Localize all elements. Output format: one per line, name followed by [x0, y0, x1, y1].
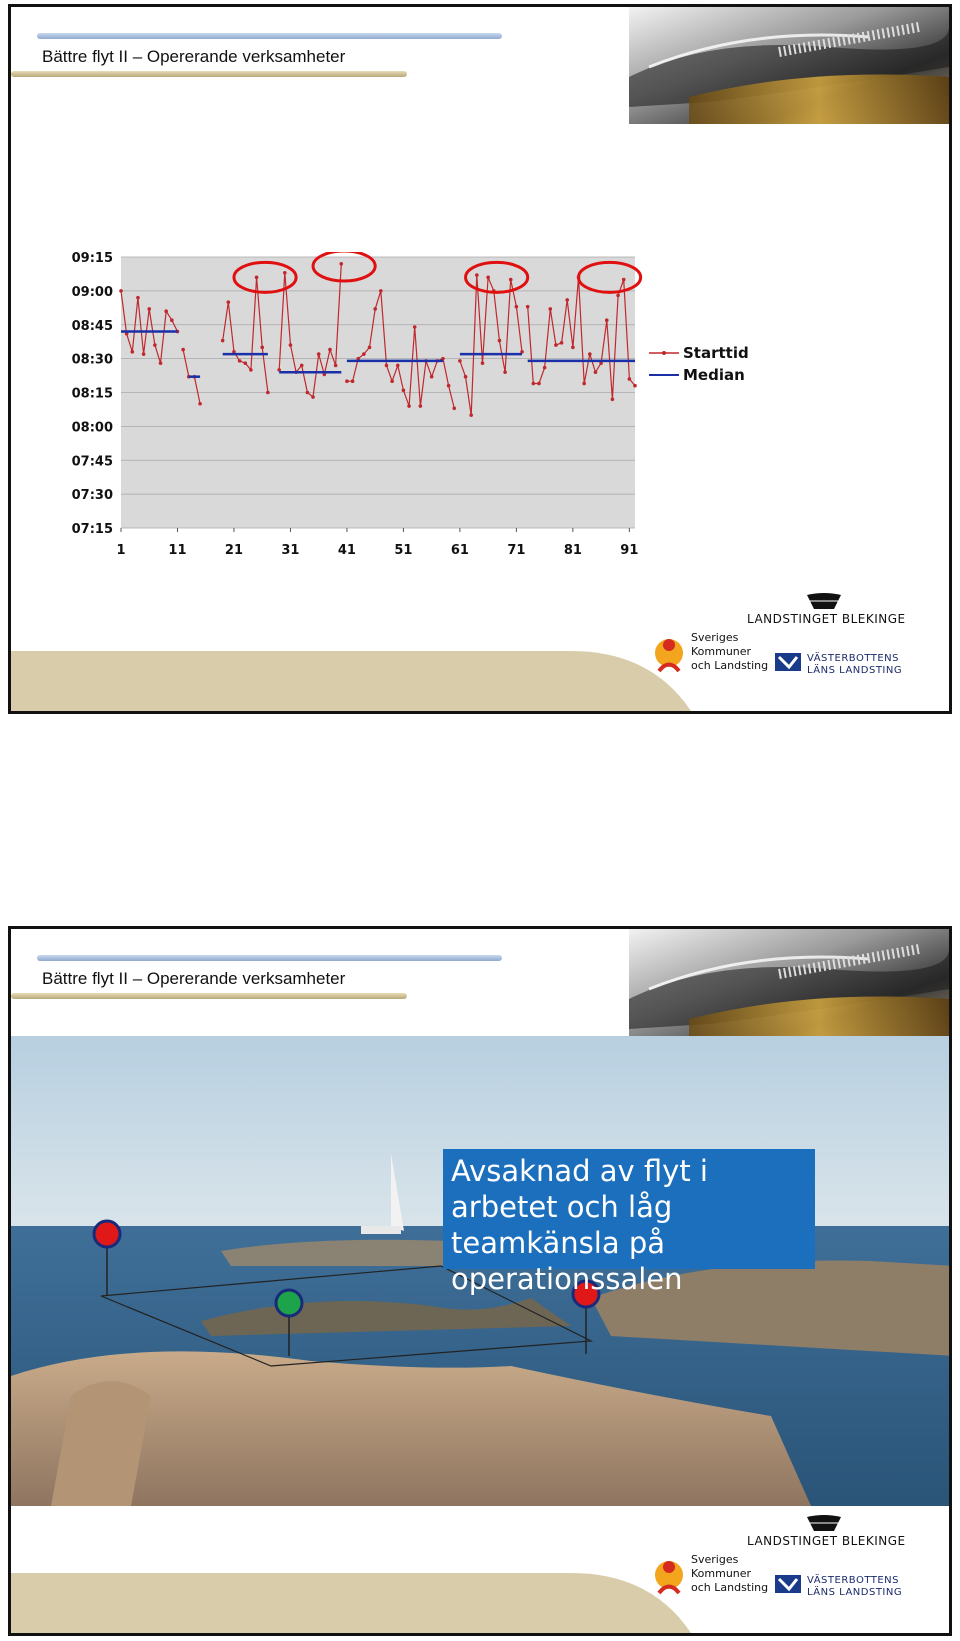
x-tick-label: 1	[116, 543, 126, 558]
starttid-point	[464, 375, 468, 379]
starttid-point	[249, 368, 253, 372]
footer-logos	[649, 593, 939, 693]
vll-line-2: LÄNS LANDSTING	[807, 665, 903, 676]
starttid-point	[345, 379, 349, 383]
starttid-point	[447, 384, 451, 388]
y-tick-label: 07:30	[71, 488, 113, 504]
starttid-point	[311, 395, 315, 399]
starttid-point	[515, 305, 519, 309]
vll-logo	[775, 651, 902, 676]
starttid-point	[136, 296, 140, 300]
skl-line-1: Sveriges	[691, 631, 739, 644]
starttid-point	[243, 361, 247, 365]
callout-line: teamkänsla på	[451, 1226, 666, 1260]
starttid-point	[548, 307, 552, 311]
x-tick-label: 41	[337, 543, 356, 558]
starttid-point	[571, 346, 575, 350]
header-accent-bar	[37, 33, 502, 39]
starttid-point	[532, 382, 536, 386]
legend	[649, 344, 749, 384]
starttid-point	[616, 294, 620, 298]
starttid-point	[170, 318, 174, 322]
landstinget-blekinge-logo	[747, 1515, 906, 1548]
starttid-point	[402, 388, 406, 392]
starttid-point	[221, 339, 225, 343]
header-accent-bar	[37, 955, 502, 961]
starttid-point	[283, 271, 287, 275]
vll-line-1: VÄSTERBOTTENS	[807, 1575, 900, 1586]
x-tick-label: 91	[620, 543, 639, 558]
starttid-point	[419, 404, 423, 408]
starttid-point	[413, 325, 417, 329]
starttid-point	[130, 350, 134, 354]
starttid-point	[368, 346, 372, 350]
green-person-marker	[276, 1290, 302, 1316]
starttid-point	[362, 352, 366, 356]
skl-line-2: Kommuner	[691, 1567, 752, 1580]
y-tick-label: 08:15	[71, 386, 113, 402]
header-photo	[629, 7, 949, 124]
starttid-point	[475, 273, 479, 277]
starttid-point	[537, 382, 541, 386]
starttid-point	[582, 382, 586, 386]
legend-starttid-marker	[662, 351, 666, 355]
starttid-point	[481, 361, 485, 365]
header-underline-bar	[11, 993, 407, 999]
starttid-point	[543, 366, 547, 370]
x-tick-label: 61	[450, 543, 469, 558]
starttid-point	[503, 370, 507, 374]
starttid-point	[142, 352, 146, 356]
y-tick-label: 08:00	[71, 420, 113, 436]
starttid-point	[628, 377, 632, 381]
starttid-point	[119, 289, 123, 293]
starttid-point	[469, 413, 473, 417]
slide-chart	[8, 4, 952, 714]
starttid-point	[430, 375, 434, 379]
starttid-point	[379, 289, 383, 293]
starttid-point	[594, 370, 598, 374]
landstinget-label: LANDSTINGET BLEKINGE	[747, 1534, 906, 1548]
starttid-point	[289, 343, 293, 347]
legend-median-label: Median	[683, 366, 745, 384]
red-person-marker	[94, 1221, 120, 1247]
header-underline-bar	[11, 71, 407, 77]
callout-text	[451, 1153, 851, 1297]
callout-line: operationssalen	[451, 1262, 683, 1296]
starttid-point	[560, 341, 564, 345]
header-photo	[629, 929, 949, 1046]
starttid-point	[526, 305, 530, 309]
x-tick-label: 31	[281, 543, 300, 558]
slide-photo	[8, 926, 952, 1636]
skl-line-3: och Landsting	[691, 659, 769, 672]
starttid-point	[198, 402, 202, 406]
starttid-point	[260, 346, 264, 350]
starttid-point	[633, 384, 637, 388]
y-tick-label: 07:15	[71, 522, 113, 537]
skl-line-3: och Landsting	[691, 1581, 769, 1594]
skl-logo	[655, 631, 768, 672]
skl-line-2: Kommuner	[691, 645, 752, 658]
starttid-point	[339, 262, 343, 266]
starttid-point	[255, 276, 259, 280]
starttid-point	[306, 391, 310, 395]
skl-logo	[655, 1553, 768, 1594]
vll-logo	[775, 1573, 902, 1598]
x-tick-label: 71	[507, 543, 526, 558]
starttid-point	[300, 364, 304, 368]
starttid-point	[452, 407, 456, 411]
starttid-point	[266, 391, 270, 395]
starttid-point	[509, 278, 513, 282]
starttid-chart	[51, 252, 791, 582]
legend-starttid-label: Starttid	[683, 344, 749, 362]
y-tick-label: 08:45	[71, 318, 113, 334]
callout-line: arbetet och låg	[451, 1190, 673, 1224]
starttid-point	[588, 352, 592, 356]
starttid-point	[351, 379, 355, 383]
y-tick-label: 07:45	[71, 454, 113, 470]
starttid-point	[181, 348, 185, 352]
starttid-point	[498, 339, 502, 343]
callout-line: Avsaknad av flyt i	[451, 1154, 708, 1188]
landstinget-label: LANDSTINGET BLEKINGE	[747, 612, 906, 626]
starttid-point	[554, 343, 558, 347]
starttid-point	[147, 307, 151, 311]
vll-line-2: LÄNS LANDSTING	[807, 1587, 903, 1598]
y-tick-label: 08:30	[71, 352, 113, 368]
slide-title: Bättre flyt II – Opererande verksamheter	[42, 47, 346, 66]
x-tick-label: 81	[563, 543, 582, 558]
starttid-point	[373, 307, 377, 311]
starttid-point	[611, 397, 615, 401]
starttid-point	[390, 379, 394, 383]
starttid-point	[334, 364, 338, 368]
starttid-point	[407, 404, 411, 408]
starttid-point	[486, 276, 490, 280]
starttid-point	[605, 318, 609, 322]
skl-line-1: Sveriges	[691, 1553, 739, 1566]
vll-line-1: VÄSTERBOTTENS	[807, 653, 900, 664]
starttid-point	[328, 348, 332, 352]
starttid-point	[458, 359, 462, 363]
y-tick-label: 09:00	[71, 284, 113, 300]
starttid-point	[153, 343, 157, 347]
starttid-point	[317, 352, 321, 356]
x-tick-label: 51	[394, 543, 413, 558]
y-tick-label: 09:15	[71, 252, 113, 266]
footer-logos	[649, 1515, 939, 1615]
starttid-point	[164, 309, 168, 313]
starttid-point	[385, 364, 389, 368]
starttid-point	[622, 278, 626, 282]
starttid-point	[159, 361, 163, 365]
starttid-point	[238, 359, 242, 363]
x-tick-label: 11	[168, 543, 187, 558]
x-tick-label: 21	[224, 543, 244, 558]
starttid-point	[396, 364, 400, 368]
starttid-point	[565, 298, 569, 302]
slide-title: Bättre flyt II – Opererande verksamheter	[42, 969, 346, 988]
landstinget-blekinge-logo	[747, 593, 906, 626]
starttid-point	[227, 300, 231, 304]
